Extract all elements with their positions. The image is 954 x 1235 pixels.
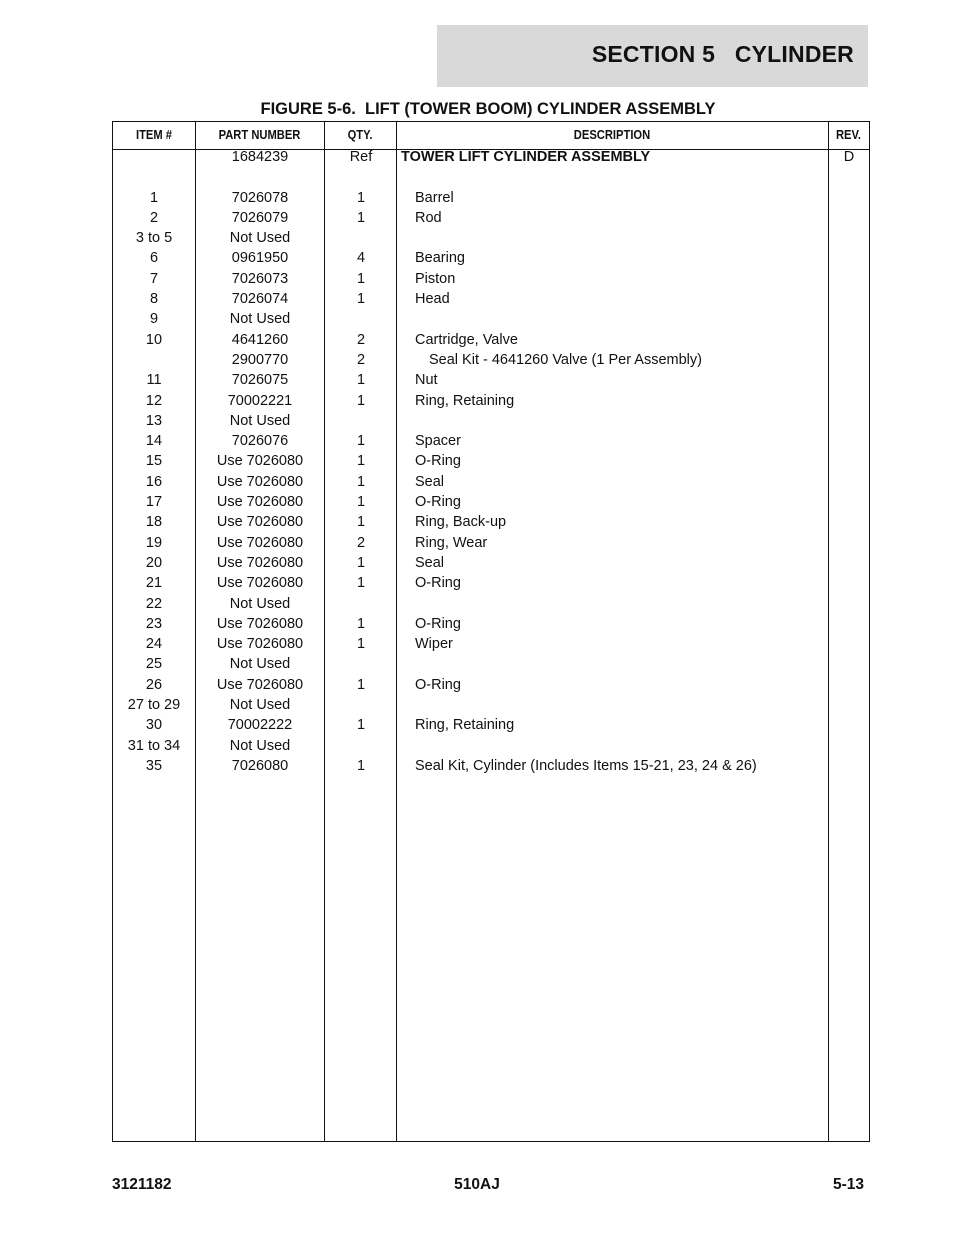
part-number-cell: Not Used [229, 737, 291, 754]
item-number-cell: 20 [145, 554, 163, 571]
footer-doc-number: 3121182 [112, 1176, 172, 1193]
description-cell: O-Ring [415, 453, 461, 470]
table-row [113, 248, 869, 268]
description-cell: Spacer [415, 433, 461, 450]
item-number-cell: 15 [145, 453, 163, 470]
part-number-cell: Not Used [229, 697, 291, 713]
part-number-cell: Not Used [229, 230, 291, 247]
quantity-cell: 1 [356, 494, 366, 510]
table-row [113, 533, 869, 553]
table-row [113, 614, 869, 634]
table-row [113, 431, 869, 451]
description-cell: TOWER LIFT CYLINDER ASSEMBLY [401, 149, 651, 165]
table-row [113, 309, 869, 329]
table-row [113, 756, 869, 776]
part-number-cell: 7026073 [231, 270, 289, 287]
part-number-cell: Use 7026080 [216, 554, 304, 571]
part-number-cell: Use 7026080 [216, 676, 304, 693]
part-number-cell: 1684239 [231, 149, 289, 165]
item-number-cell: 11 [146, 372, 162, 389]
item-number-cell: 12 [145, 392, 163, 409]
table-row [113, 330, 869, 350]
table-row [113, 695, 869, 715]
section-title: SECTION 5 CYLINDER [591, 41, 854, 67]
item-number-cell: 23 [145, 615, 163, 632]
item-number-cell: 22 [145, 595, 163, 612]
table-row [113, 411, 869, 431]
table-row [113, 675, 869, 695]
part-number-cell: Use 7026080 [216, 453, 304, 470]
quantity-cell: 1 [356, 615, 366, 632]
part-number-cell: 7026078 [231, 189, 289, 206]
item-number-cell: 19 [145, 534, 163, 551]
quantity-cell: 1 [356, 433, 366, 450]
quantity-cell: 1 [356, 717, 366, 734]
parts-table [112, 121, 870, 1142]
table-row [113, 472, 869, 492]
part-number-cell: Use 7026080 [216, 514, 304, 531]
part-number-cell: 70002222 [227, 717, 293, 734]
footer-model: 510AJ [454, 1176, 500, 1193]
description-cell: Ring, Wear [415, 534, 488, 551]
table-row [113, 512, 869, 532]
item-number-cell: 31 to 34 [127, 737, 181, 754]
table-row [113, 208, 869, 228]
quantity-cell: 1 [356, 676, 366, 693]
quantity-cell: 1 [356, 636, 366, 653]
part-number-cell: 2900770 [231, 351, 289, 368]
header-qty: QTY. [347, 127, 373, 142]
table-row [113, 594, 869, 614]
item-number-cell: 18 [145, 514, 163, 531]
part-number-cell: Not Used [229, 412, 291, 429]
item-number-cell: 14 [145, 433, 163, 450]
description-cell: Rod [415, 209, 442, 226]
part-number-cell: Not Used [229, 311, 291, 328]
part-number-cell: 4641260 [231, 331, 289, 348]
item-number-cell: 25 [145, 656, 163, 673]
table-row [113, 451, 869, 471]
quantity-cell: 1 [356, 514, 366, 531]
table-row [113, 573, 869, 593]
description-cell: Bearing [415, 250, 465, 267]
item-number-cell: 3 to 5 [135, 230, 173, 247]
description-cell: O-Ring [415, 676, 461, 693]
quantity-cell: 1 [356, 209, 366, 226]
item-number-cell: 24 [145, 636, 163, 653]
item-number-cell: 30 [145, 717, 163, 734]
header-rev: REV. [835, 127, 862, 142]
table-row [113, 269, 869, 289]
table-row [113, 370, 869, 390]
revision-cell: D [843, 149, 855, 165]
table-row [113, 553, 869, 573]
table-row [113, 654, 869, 674]
description-cell: Barrel [415, 189, 454, 206]
description-cell: Seal [415, 554, 445, 571]
header-part-number: PART NUMBER [218, 127, 301, 142]
item-number-cell: 2 [149, 209, 159, 226]
description-cell: Head [415, 291, 450, 307]
quantity-cell: 1 [356, 473, 366, 490]
header-item: ITEM # [135, 127, 173, 142]
item-number-cell: 8 [149, 291, 159, 307]
table-row [113, 289, 869, 309]
part-number-cell: 7026076 [231, 433, 289, 450]
item-number-cell: 13 [145, 412, 163, 429]
table-row [113, 634, 869, 654]
table-row [113, 715, 869, 735]
item-number-cell: 1 [149, 189, 159, 206]
table-row [113, 736, 869, 756]
footer-page-number: 5-13 [832, 1176, 864, 1193]
quantity-cell: 1 [356, 575, 366, 592]
part-number-cell: Use 7026080 [216, 636, 304, 653]
table-row [113, 350, 869, 370]
part-number-cell: Not Used [229, 595, 291, 612]
description-cell: Wiper [415, 636, 453, 653]
section-banner [437, 25, 868, 87]
quantity-cell: 1 [356, 453, 366, 470]
item-number-cell: 17 [145, 494, 163, 510]
part-number-cell: Use 7026080 [216, 473, 304, 490]
item-number-cell: 21 [145, 575, 163, 592]
part-number-cell: Use 7026080 [216, 494, 304, 510]
description-cell: O-Ring [415, 575, 461, 592]
part-number-cell: 7026079 [231, 209, 289, 226]
quantity-cell: 1 [356, 554, 366, 571]
description-cell: Nut [415, 372, 438, 389]
quantity-cell: 1 [356, 392, 366, 409]
description-cell: Ring, Back-up [415, 514, 507, 531]
description-cell: Piston [415, 270, 456, 287]
part-number-cell: 0961950 [231, 250, 289, 267]
description-cell: Cartridge, Valve [415, 331, 518, 348]
table-row [113, 391, 869, 411]
table-row [113, 188, 869, 208]
part-number-cell: Use 7026080 [216, 615, 304, 632]
table-row [113, 228, 869, 248]
item-number-cell: 16 [145, 473, 163, 490]
item-number-cell: 6 [149, 250, 159, 267]
quantity-cell: Ref [349, 149, 373, 165]
part-number-cell: Not Used [229, 656, 291, 673]
quantity-cell: 1 [356, 372, 366, 389]
description-cell: Ring, Retaining [415, 717, 515, 734]
item-number-cell: 27 to 29 [127, 697, 181, 713]
description-cell: Seal Kit, Cylinder (Includes Items 15-21, 23, 24 & 26) [415, 757, 757, 774]
item-number-cell: 26 [145, 676, 163, 693]
table-row [113, 492, 869, 512]
item-number-cell: 10 [145, 331, 163, 348]
part-number-cell: Use 7026080 [216, 575, 304, 592]
part-number-cell: 70002221 [227, 392, 293, 409]
quantity-cell: 2 [356, 331, 366, 348]
description-cell: O-Ring [415, 494, 461, 510]
header-description: DESCRIPTION [573, 127, 651, 142]
quantity-cell: 4 [356, 250, 366, 267]
part-number-cell: 7026075 [231, 372, 289, 389]
part-number-cell: 7026080 [231, 757, 289, 774]
description-cell: Seal Kit - 4641260 Valve (1 Per Assembly) [429, 351, 702, 368]
quantity-cell: 1 [356, 189, 366, 206]
figure-title: FIGURE 5-6. LIFT (TOWER BOOM) CYLINDER ASSEMBLY [260, 100, 716, 118]
part-number-cell: Use 7026080 [216, 534, 304, 551]
item-number-cell: 9 [149, 311, 159, 328]
quantity-cell: 1 [356, 291, 366, 307]
item-number-cell: 35 [145, 757, 163, 774]
quantity-cell: 1 [356, 270, 366, 287]
description-cell: Seal [415, 473, 445, 490]
part-number-cell: 7026074 [231, 291, 289, 307]
quantity-cell: 1 [356, 757, 366, 774]
quantity-cell: 2 [356, 534, 366, 551]
quantity-cell: 2 [356, 351, 366, 368]
description-cell: O-Ring [415, 615, 461, 632]
item-number-cell: 7 [149, 270, 159, 287]
table-row [113, 147, 869, 167]
description-cell: Ring, Retaining [415, 392, 515, 409]
